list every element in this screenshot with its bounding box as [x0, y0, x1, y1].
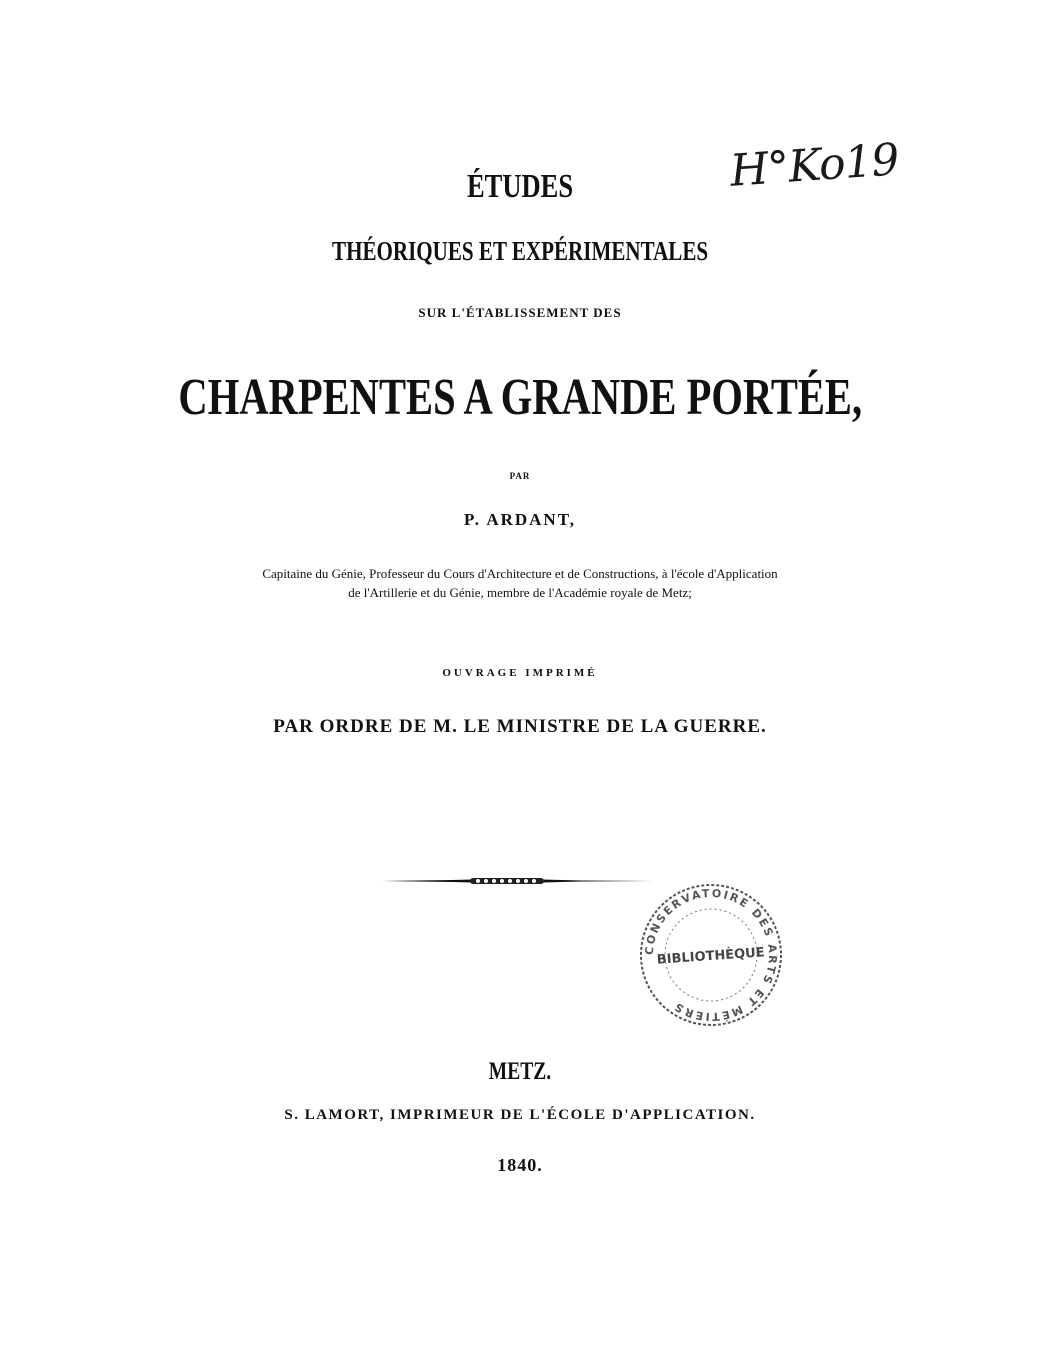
publication-year [0, 1155, 1040, 1176]
library-stamp-icon [636, 880, 786, 1030]
printed-note [0, 667, 1040, 679]
title-theoriques-text: THÉORIQUES ET EXPÉRIMENTALES [331, 236, 709, 266]
publication-city-text: METZ. [488, 1058, 552, 1085]
publication-city [0, 1058, 1040, 1086]
by-label [0, 471, 1040, 481]
stamp-center-text: BIBLIOTHÈQUE [656, 945, 766, 968]
stamp-ring-text: CONSERVATOIRE DES ARTS ET MÉTIERS [642, 886, 780, 1024]
author-name [0, 510, 1040, 530]
main-title [0, 368, 1040, 427]
title-sur-text: SUR L'ÉTABLISSEMENT DES [418, 305, 622, 320]
printer-imprint [0, 1107, 1040, 1124]
title-line-sur [0, 305, 1040, 321]
credentials-line-1: Capitaine du Génie, Professeur du Cours d'Architecture et de Constructions, à l'école d'Application [262, 566, 778, 581]
ministerial-order [0, 716, 1040, 738]
title-line-etudes [0, 168, 1040, 206]
title-etudes-text: ÉTUDES [466, 168, 574, 205]
main-title-text: CHARPENTES A GRANDE PORTÉE, [178, 369, 862, 426]
publication-year-text: 1840. [497, 1155, 543, 1175]
credentials-line-2: de l'Artillerie et du Génie, membre de l'Académie royale de Metz; [348, 585, 692, 600]
author-credentials [0, 564, 1040, 602]
printer-imprint-text: S. LAMORT, IMPRIMEUR DE L'ÉCOLE D'APPLICATION. [284, 1107, 756, 1123]
author-name-text: P. ARDANT, [463, 510, 577, 529]
ministerial-order-text: PAR ORDRE DE M. LE MINISTRE DE LA GUERRE. [273, 716, 767, 737]
ornamental-rule-icon [382, 876, 654, 886]
printed-note-text: OUVRAGE IMPRIMÉ [442, 667, 598, 679]
by-label-text: PAR [509, 471, 531, 481]
handwritten-shelfmark: H°Ko19 [728, 134, 901, 197]
title-line-theoriques [0, 236, 1040, 267]
